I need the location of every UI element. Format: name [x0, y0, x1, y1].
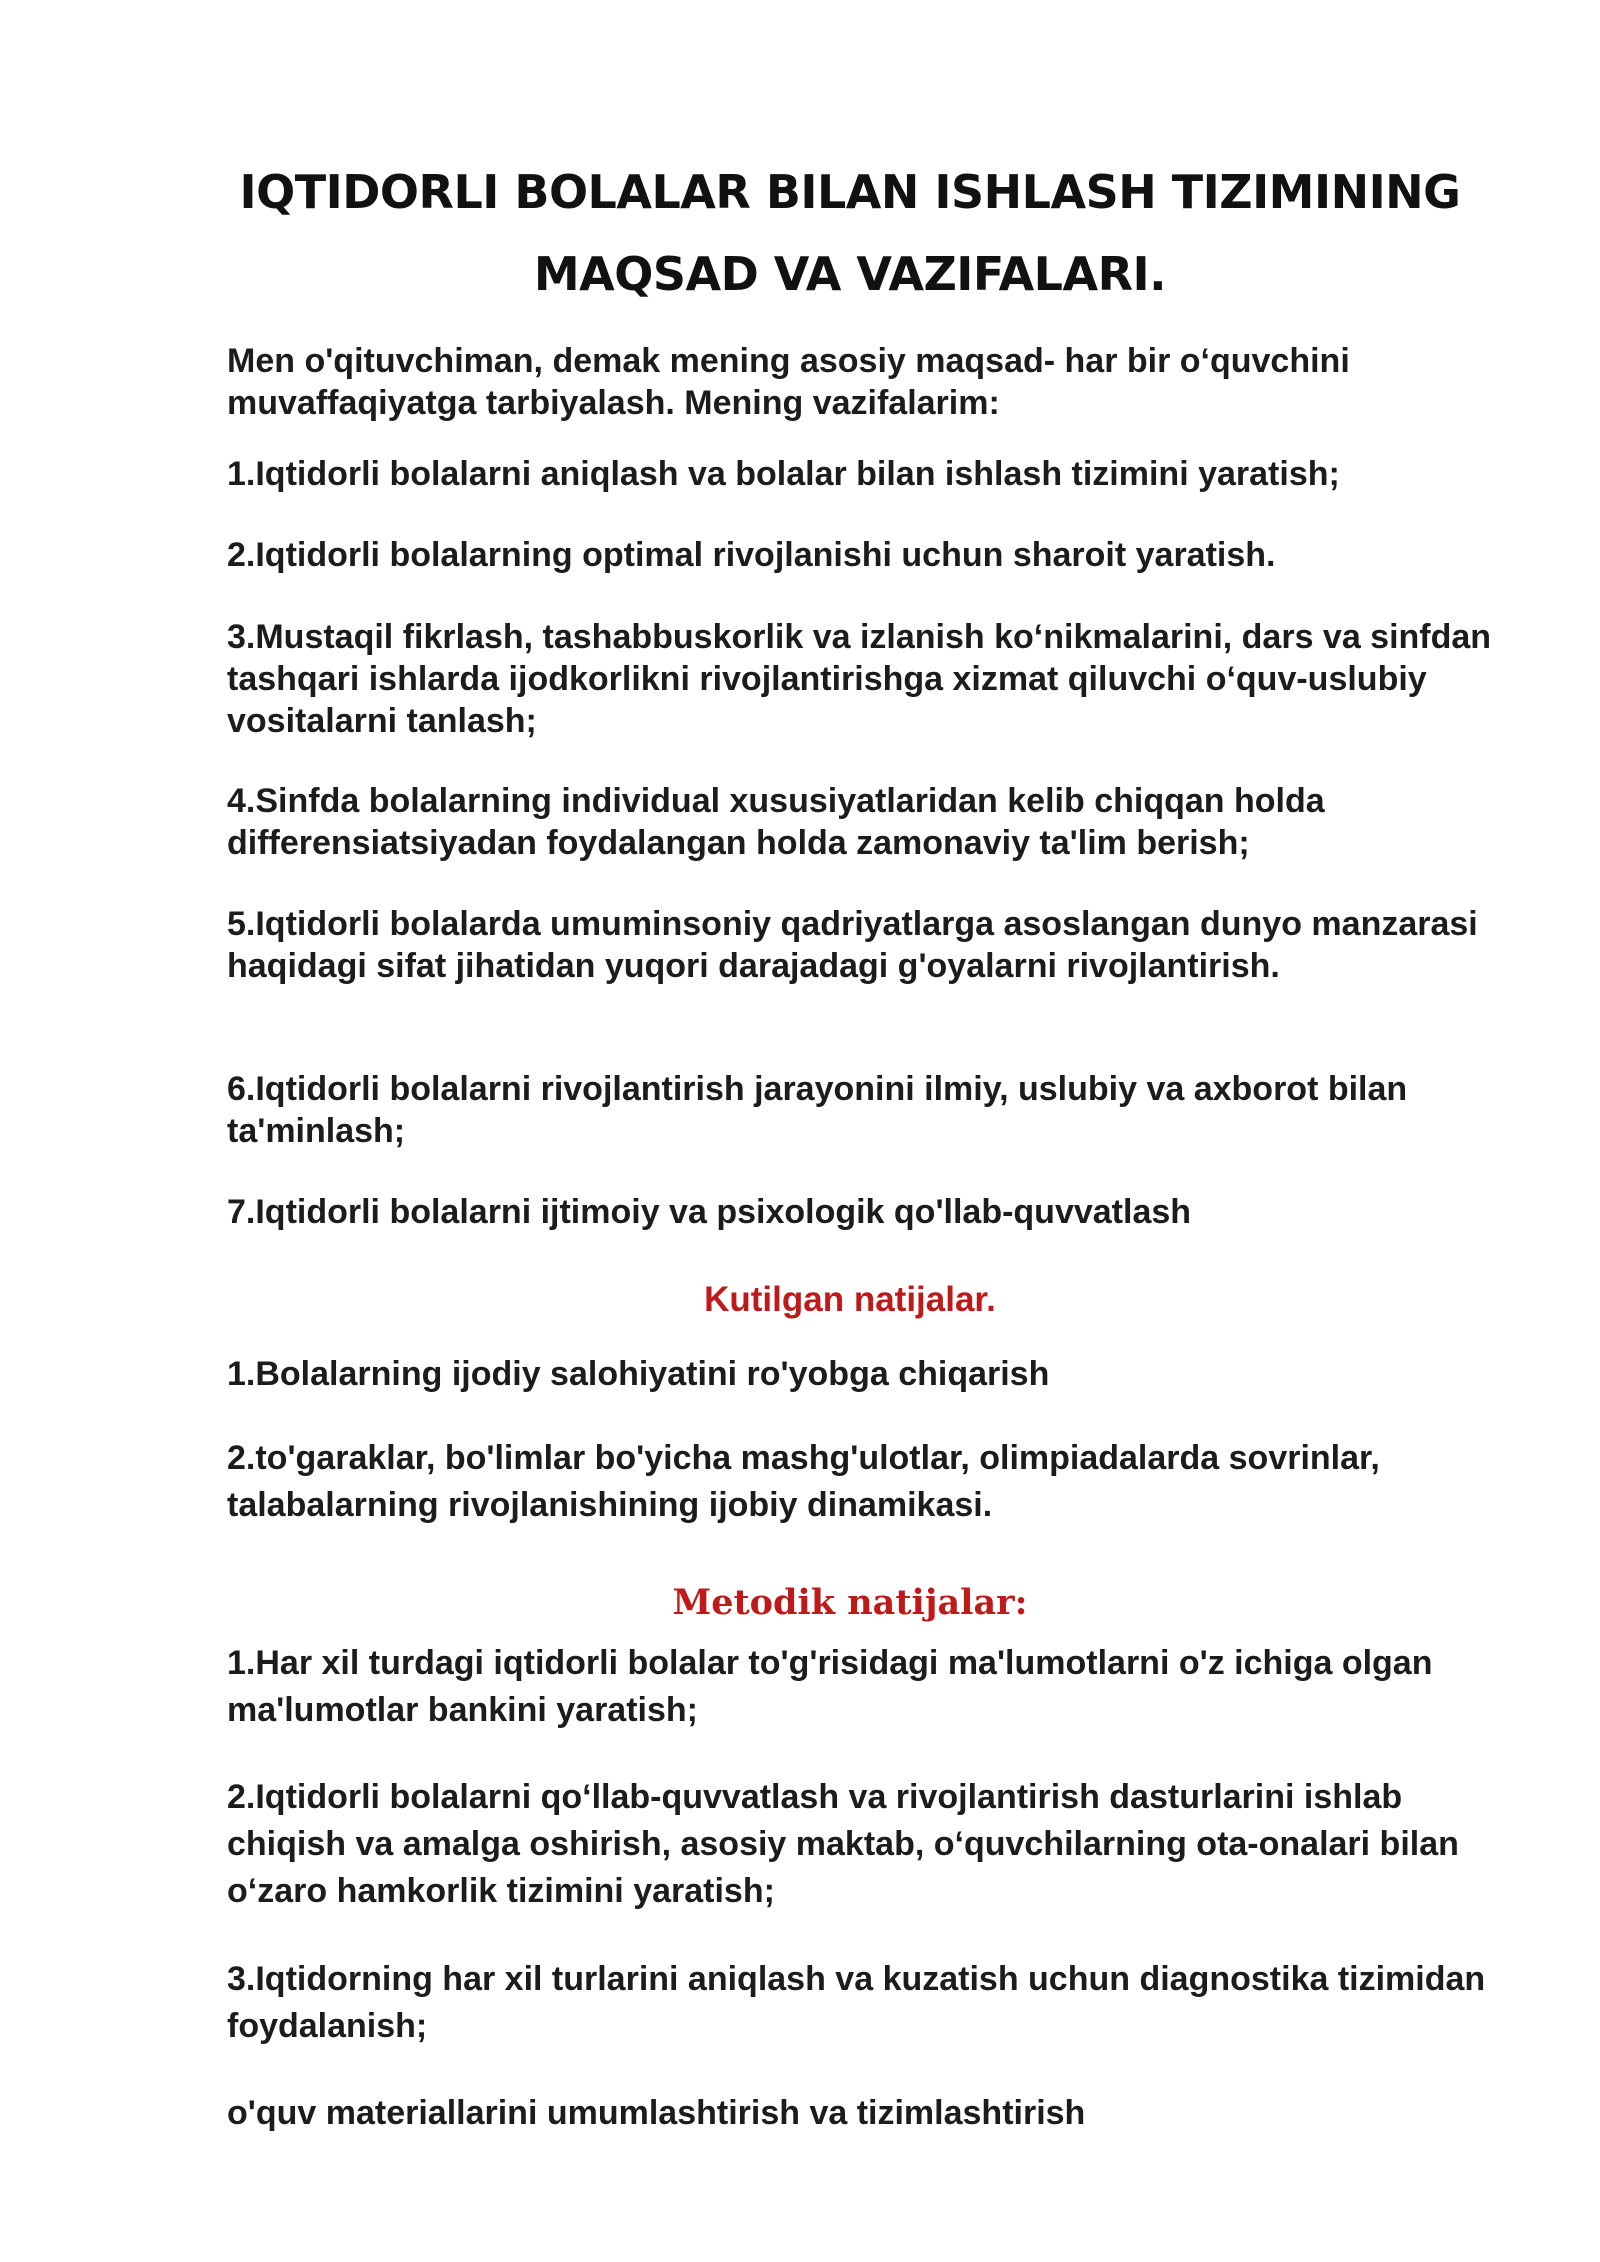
expected-item-1: 1.Bolalarning ijodiy salohiyatini ro'yobga chiqarish — [227, 1355, 1050, 1393]
methodical-item-3: 3.Iqtidorning har xil turlarini aniqlash va kuzatish uchun diagnostika tizimidan foydalanish; — [227, 1960, 1486, 2045]
task-item-3: 3.Mustaqil fikrlash, tashabbuskorlik va izlanish ko‘nikmalarini, dars va sinfdan tashqari ishlarda ijodkorlikni rivojlantirishga xizmat qiluvchi o‘quv-uslubiy vositalarni tanlash; — [227, 618, 1492, 740]
expected-item-2: 2.to'garaklar, bo'limlar bo'yicha mashg'ulotlar, olimpiadalarda sovrinlar, talabalarning rivojlanishining ijobiy dinamikasi. — [227, 1439, 1380, 1524]
task-item-6: 6.Iqtidorli bolalarni rivojlantirish jarayonini ilmiy, uslubiy va axborot bilan ta'minlash; — [227, 1070, 1408, 1150]
methodical-item-1: 1.Har xil turdagi iqtidorli bolalar to'g'risidagi ma'lumotlarni o'z ichiga olgan ma'lumotlar bankini yaratish; — [227, 1644, 1433, 1729]
intro-paragraph: Men o'qituvchiman, demak mening asosiy maqsad- har bir o‘quvchini muvaffaqiyatga tarbiyalash. Mening vazifalarim: — [227, 342, 1350, 422]
document-title-line-2: MAQSAD VA VAZIFALARI. — [533, 247, 1167, 301]
methodical-item-4: o'quv materiallarini umumlashtirish va tizimlashtirish — [227, 2094, 1086, 2132]
methodical-item-2: 2.Iqtidorli bolalarni qo‘llab-quvvatlash va rivojlantirish dasturlarini ishlab chiqish va amalga oshirish, asosiy maktab, o‘quvchilarning ota-onalari bilan o‘zaro hamkorlik tizimini yaratish; — [227, 1778, 1459, 1910]
expected-results-heading: Kutilgan natijalar. — [704, 1280, 996, 1319]
task-item-2: 2.Iqtidorli bolalarning optimal rivojlanishi uchun sharoit yaratish. — [227, 536, 1276, 574]
task-item-7: 7.Iqtidorli bolalarni ijtimoiy va psixologik qo'llab-quvvatlash — [227, 1193, 1192, 1231]
task-item-5: 5.Iqtidorli bolalarda umuminsoniy qadriyatlarga asoslangan dunyo manzarasi haqidagi sifat jihatidan yuqori darajadagi g'oyalarni rivojlantirish. — [227, 905, 1478, 985]
task-item-4: 4.Sinfda bolalarning individual xususiyatlaridan kelib chiqqan holda differensiatsiyadan foydalangan holda zamonaviy ta'lim berish; — [227, 782, 1325, 862]
task-item-1: 1.Iqtidorli bolalarni aniqlash va bolalar bilan ishlash tizimini yaratish; — [227, 455, 1340, 493]
methodical-results-heading: Metodik natijalar: — [672, 1582, 1028, 1623]
document-title-line-1: IQTIDORLI BOLALAR BILAN ISHLASH TIZIMINING — [239, 165, 1461, 219]
